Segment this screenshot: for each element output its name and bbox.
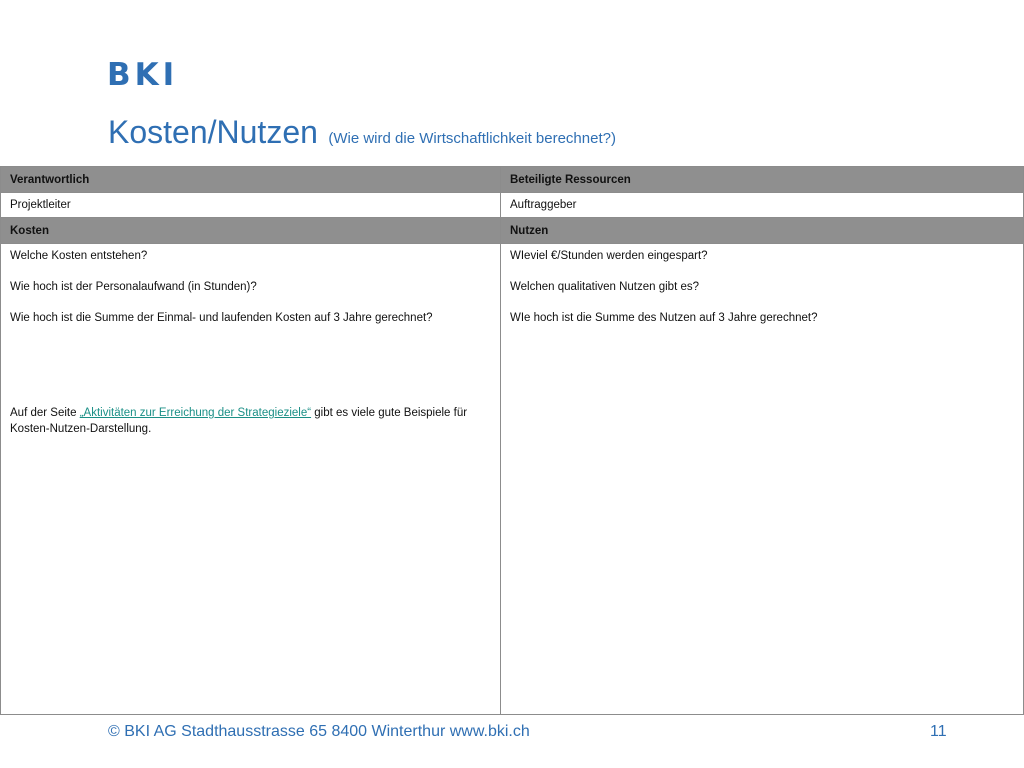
cell-nutzen-label: Nutzen	[501, 218, 1024, 244]
page-subtitle: (Wie wird die Wirtschaftlichkeit berechnet?)	[328, 130, 616, 147]
kosten-question-1: Welche Kosten entstehen?	[10, 250, 148, 262]
cell-kosten-label: Kosten	[1, 218, 501, 244]
kosten-note	[10, 405, 491, 437]
cell-ressourcen-label: Beteiligte Ressourcen	[501, 167, 1024, 193]
bki-logo: BKI	[107, 57, 179, 93]
kosten-question-2: Wie hoch ist der Personalaufwand (in Stunden)?	[10, 281, 257, 293]
page-title: Kosten/Nutzen	[108, 114, 318, 150]
table-row-body	[1, 244, 1024, 715]
nutzen-question-3: WIe hoch ist die Summe des Nutzen auf 3 Jahre gerechnet?	[510, 312, 818, 324]
cell-nutzen-body	[501, 244, 1024, 715]
strategieziele-link[interactable]: „Aktivitäten zur Erreichung der Strategieziele“	[79, 407, 312, 419]
cell-verantwortlich-label: Verantwortlich	[1, 167, 501, 193]
kosten-question-3: Wie hoch ist die Summe der Einmal- und laufenden Kosten auf 3 Jahre gerechnet?	[10, 312, 433, 324]
note-suffix: gibt es viele gute Beispiele für Kosten-Nutzen-Darstellung.	[10, 407, 468, 435]
note-prefix: Auf der Seite	[10, 407, 77, 419]
cell-auftraggeber: Auftraggeber	[501, 193, 1024, 218]
table-row-header-kosten	[1, 218, 1024, 244]
table-row-values	[1, 193, 1024, 218]
kosten-nutzen-table	[0, 166, 1024, 715]
nutzen-question-2: Welchen qualitativen Nutzen gibt es?	[510, 281, 700, 293]
table-row-header-verantwortlich	[1, 167, 1024, 193]
footer-text: © BKI AG Stadthausstrasse 65 8400 Winterthur www.bki.ch	[108, 723, 530, 740]
page-number: 11	[930, 723, 947, 740]
cell-kosten-body	[1, 244, 501, 715]
nutzen-question-1: WIeviel €/Stunden werden eingespart?	[510, 250, 708, 262]
cell-projektleiter: Projektleiter	[1, 193, 501, 218]
title-row	[108, 110, 616, 154]
